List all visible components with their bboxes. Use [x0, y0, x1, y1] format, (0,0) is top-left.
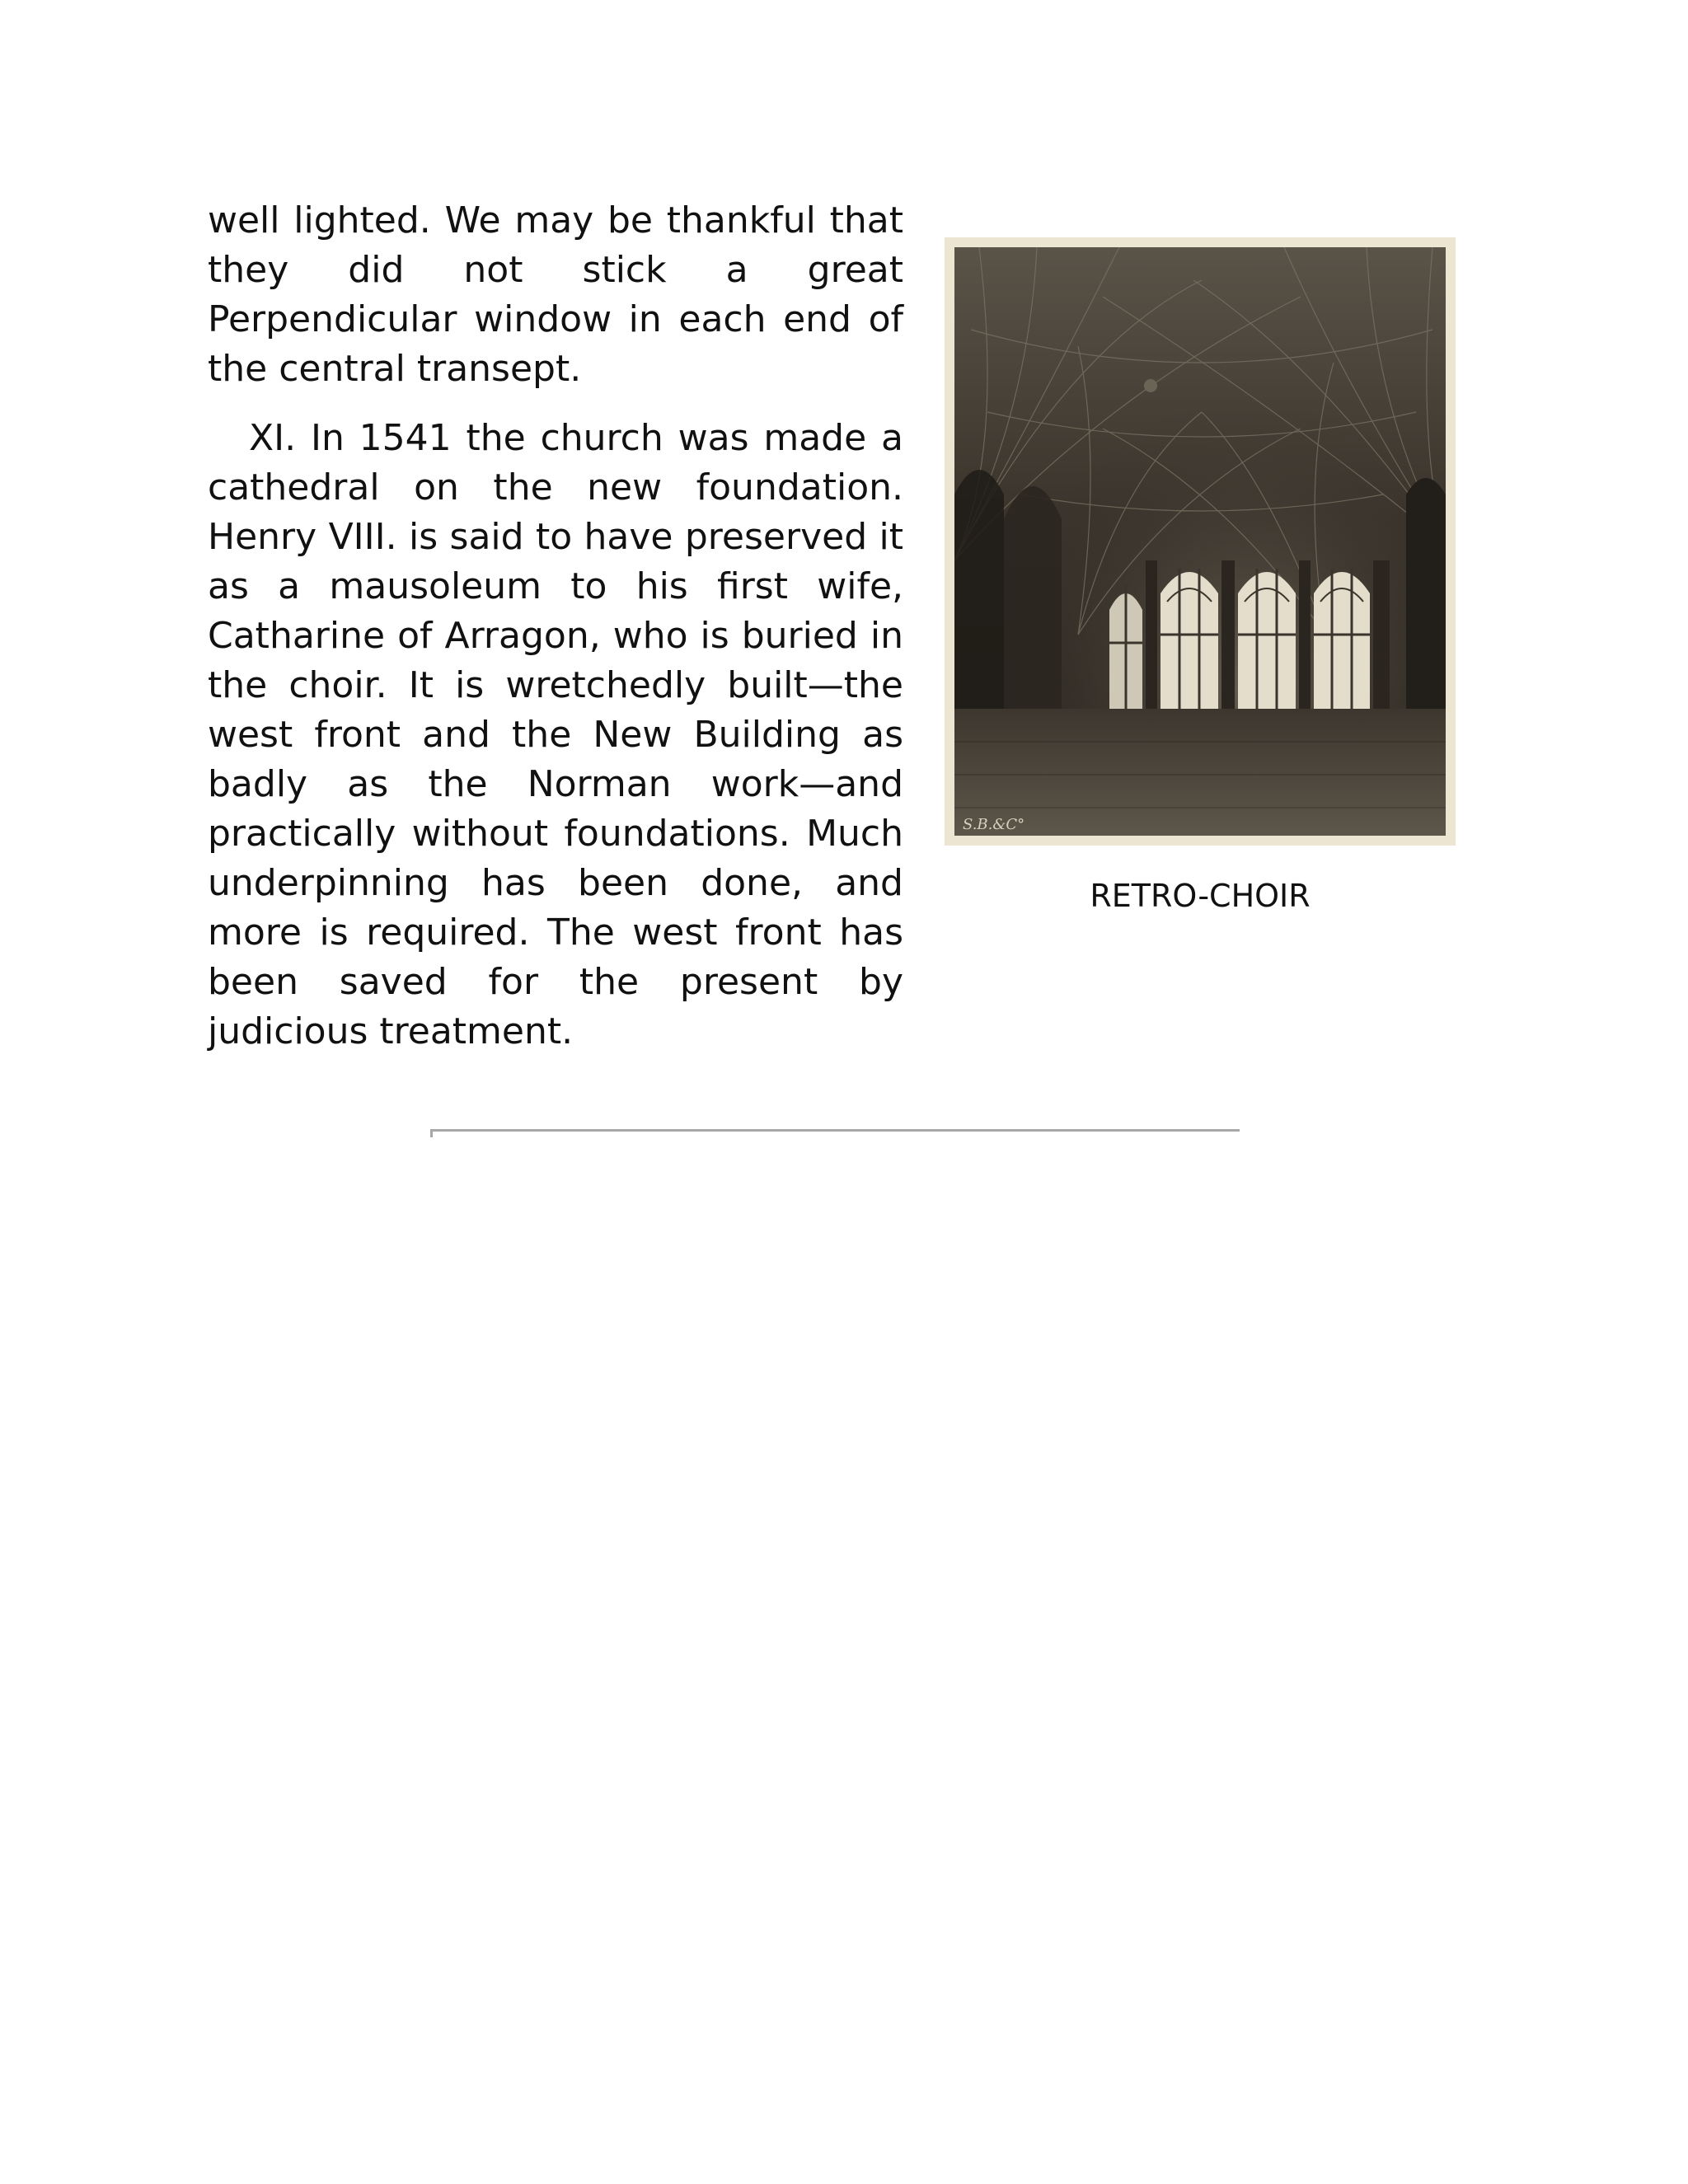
body-text: [208, 196, 903, 1057]
window-1: [1109, 585, 1142, 709]
floor: [954, 709, 1446, 836]
paragraph-continued: well lighted. We may be thankful that they did not stick a great Perpendicular window in each end of the central transept.: [208, 199, 903, 390]
vault-boss: [1144, 379, 1157, 392]
engraving-image: [954, 247, 1446, 836]
section-divider: [430, 1129, 1240, 1132]
engraver-mark: S.B.&C°: [963, 816, 1025, 833]
retro-choir-illustration: [945, 237, 1456, 846]
window-3: [1238, 569, 1296, 709]
paragraph-xi: XI. In 1541 the church was made a cathedral on the new foundation. Henry VIII. is said to have preserved it as a mausoleum to his first wife, Catharine of Arragon, who is buried in the choir. It is wretchedly built—the west front and the New Building as badly as the Norman work—and practically without foundations. Much underpinning has been done, and more is required. The west front has been saved for the present by judicious treatment.: [208, 417, 903, 1052]
window-4: [1314, 569, 1370, 709]
section-divider-tick: [430, 1129, 433, 1137]
figure-caption: RETRO-CHOIR: [1090, 878, 1311, 914]
window-2: [1160, 569, 1218, 709]
